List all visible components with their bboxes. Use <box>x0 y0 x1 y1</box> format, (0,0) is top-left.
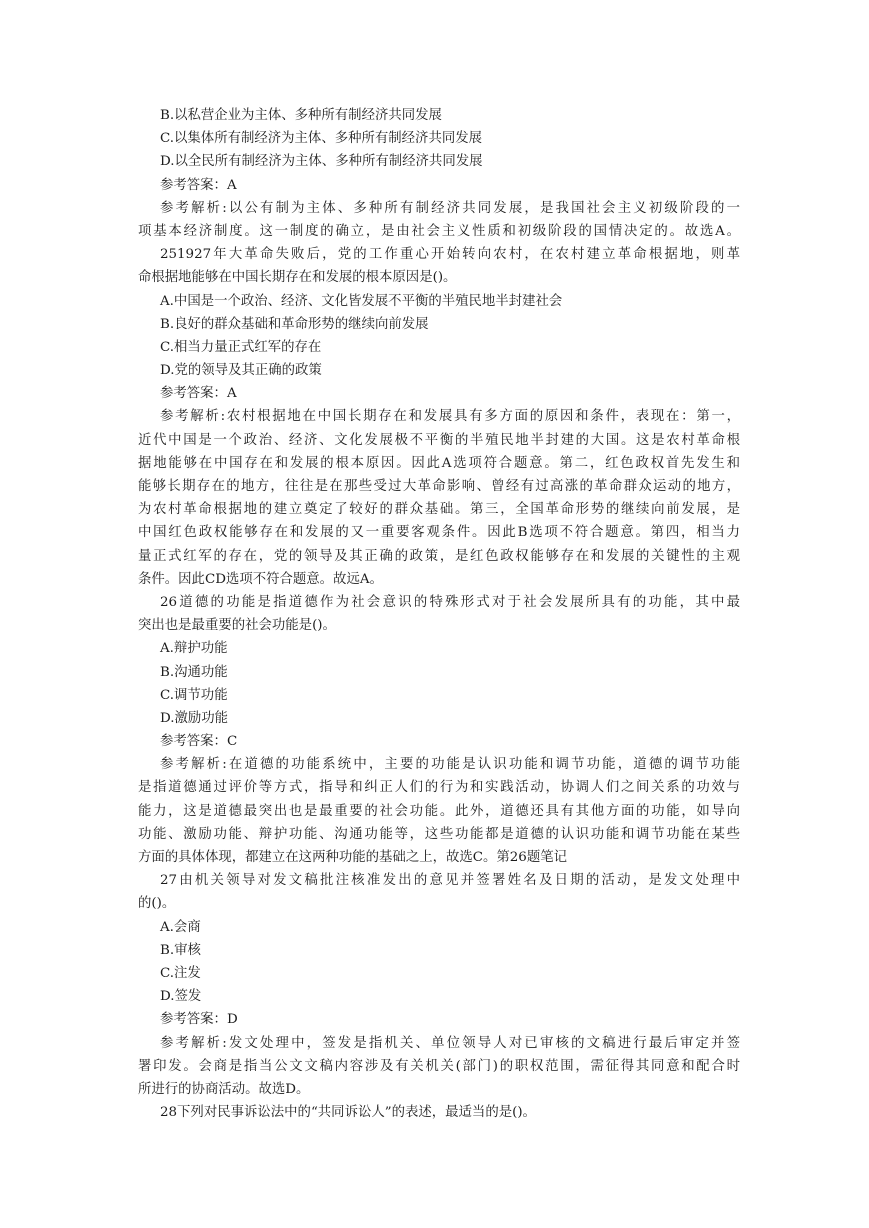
text-line: 的()。 <box>138 896 176 912</box>
text-line: 是指道德通过评价等方式，指导和纠正人们的行为和实践活动，协调人们之间关系的功效与 <box>138 780 740 796</box>
text-line: 251927年大革命失败后，党的工作重心开始转向农村，在农村建立革命根据地，则革 <box>160 247 740 263</box>
text-line: C.注发 <box>160 965 201 981</box>
text-line: 参考答案：C <box>160 734 238 750</box>
text-line: A.辩护功能 <box>160 641 228 657</box>
text-line: 参考答案：A <box>160 386 237 402</box>
text-line: 能力，这是道德最突出也是最重要的社会功能。此外，道德还具有其他方面的功能，如导向 <box>138 803 740 819</box>
text-line: A.会商 <box>160 919 201 935</box>
text-line: 命根据地能够在中国长期存在和发展的根本原因是()。 <box>138 270 457 286</box>
text-line: 功能、激励功能、辩护功能、沟通功能等，这些功能都是道德的认识功能和调节功能在某些 <box>138 826 740 842</box>
text-line: 参考解析:以公有制为主体、多种所有制经济共同发展，是我国社会主义初级阶段的一 <box>160 200 740 216</box>
text-line: B.以私营企业为主体、多种所有制经济共同发展 <box>160 108 442 123</box>
text-line: D.激励功能 <box>160 710 229 726</box>
text-line: 条件。因此CD选项不符合题意。故远A。 <box>138 571 383 587</box>
text-line: 署印发。会商是指当公文文稿内容涉及有关机关(部门)的职权范围，需征得其同意和配合时 <box>138 1058 740 1074</box>
text-line: B.良好的群众基础和革命形势的继续向前发展 <box>160 316 429 332</box>
text-line: 方面的具体体现，都建立在这两种功能的基础之上，故选C。第26题笔记 <box>138 850 568 865</box>
text-line: 项基本经济制度。这一制度的确立，是由社会主义性质和初级阶段的国情决定的。故选A。 <box>138 223 740 239</box>
text-line: 参考答案：A <box>160 177 237 193</box>
text-line: D.签发 <box>160 989 202 1005</box>
text-line: B.沟通功能 <box>160 664 228 680</box>
text-line: 突出也是最重要的社会功能是()。 <box>138 618 336 634</box>
text-line: C.以集体所有制经济为主体、多种所有制经济共同发展 <box>160 131 483 147</box>
text-line: B.审核 <box>160 942 201 958</box>
text-line: 26道德的功能是指道德作为社会意识的特殊形式对于社会发展所具有的功能，其中最 <box>160 594 740 610</box>
text-line: 量正式红军的存在，党的领导及其正确的政策，是红色政权能够存在和发展的关键性的主观 <box>138 548 740 564</box>
text-line: 27由机关领导对发文稿批注核准发出的意见并签署姓名及日期的活动，是发文处理中 <box>160 873 740 889</box>
text-line: 参考解析:在道德的功能系统中，主要的功能是认识功能和调节功能，道德的调节功能 <box>160 757 740 773</box>
text-line: 为农村革命根据地的建立奠定了较好的群众基础。第三，全国革命形势的继续向前发展，是 <box>138 502 740 518</box>
text-line: 参考解析:农村根据地在中国长期存在和发展具有多方面的原因和条件，表现在：第一， <box>160 409 740 425</box>
text-line: A.中国是一个政治、经济、文化皆发展不平衡的半殖民地半封建社会 <box>160 293 563 309</box>
text-line: 参考答案：D <box>160 1012 238 1028</box>
text-line: 参考解析:发文处理中，签发是指机关、单位领导人对已审核的文稿进行最后审定并签 <box>160 1035 740 1051</box>
text-line: 28下列对民事诉讼法中的“共同诉讼人”的表述，最适当的是()。 <box>160 1105 536 1121</box>
text-line: C.调节功能 <box>160 687 228 703</box>
document-body <box>138 104 740 1124</box>
text-line: 能够长期存在的地方，往往是在那些受过大革命影响、曾经有过高涨的革命群众运动的地方， <box>138 479 740 494</box>
text-line: 近代中国是一个政治、经济、文化发展极不平衡的半殖民地半封建的大国。这是农村革命根 <box>138 432 740 448</box>
text-line: D.党的领导及其正确的政策 <box>160 363 322 379</box>
text-line: D.以全民所有制经济为主体、多种所有制经济共同发展 <box>160 154 483 170</box>
text-line: C.相当力量正式红军的存在 <box>160 339 322 355</box>
text-line: 所进行的协商活动。故选D。 <box>138 1081 310 1097</box>
text-line: 据地能够在中国存在和发展的根本原因。因此A选项符合题意。第二，红色政权首先发生和 <box>138 455 740 471</box>
text-line: 中国红色政权能够存在和发展的又一重要客观条件。因此B选项不符合题意。第四，相当力 <box>138 525 740 541</box>
